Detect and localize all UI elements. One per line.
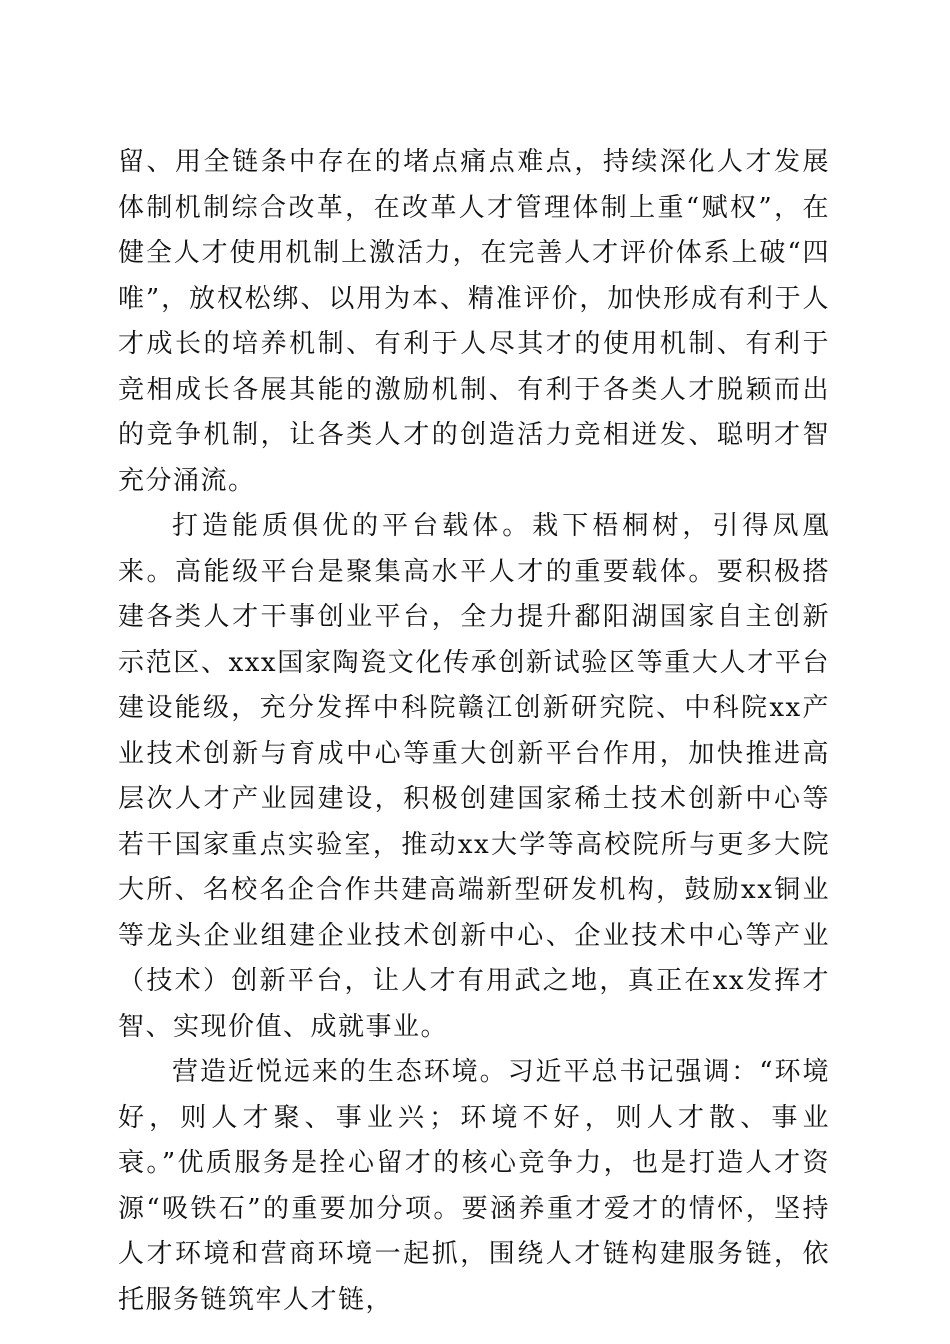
paragraph-ecological-environment: 营造近悦远来的生态环境。习近平总书记强调：“环境好，则人才聚、事业兴；环境不好，则人才散、事业衰。”优质服务是拴心留才的核心竞争力，也是打造人才资源“吸铁石”的重要加分项。要涵养重才爱才的情怀，坚持人才环境和营商环境一起抓，围绕人才链构建服务链，依托服务链筑牢人才链，: [118, 1057, 830, 1315]
paragraph-continuation: 留、用全链条中存在的堵点痛点难点，持续深化人才发展体制机制综合改革，在改革人才管理体制上重“赋权”，在健全人才使用机制上激活力，在完善人才评价体系上破“四唯”，放权松绑、以用为本、精准评价，加快形成有利于人才成长的培养机制、有利于人尽其才的使用机制、有利于竞相成长各展其能的激励机制、有利于各类人才脱颖而出的竞争机制，让各类人才的创造活力竞相迸发、聪明才智充分涌流。: [118, 147, 830, 496]
paragraph-platform-carrier: 打造能质俱优的平台载体。栽下梧桐树，引得凤凰来。高能级平台是聚集高水平人才的重要载体。要积极搭建各类人才干事创业平台，全力提升鄱阳湖国家自主创新示范区、xxx国家陶瓷文化传承创新试验区等重大人才平台建设能级，充分发挥中科院赣江创新研究院、中科院xx产业技术创新与育成中心等重大创新平台作用，加快推进高层次人才产业园建设，积极创建国家稀土技术创新中心等若干国家重点实验室，推动xx大学等高校院所与更多大院大所、名校名企合作共建高端新型研发机构，鼓励xx铜业等龙头企业组建企业技术创新中心、企业技术中心等产业（技术）创新平台，让人才有用武之地，真正在xx发挥才智、实现价值、成就事业。: [118, 511, 830, 1042]
document-body: [118, 140, 830, 1323]
